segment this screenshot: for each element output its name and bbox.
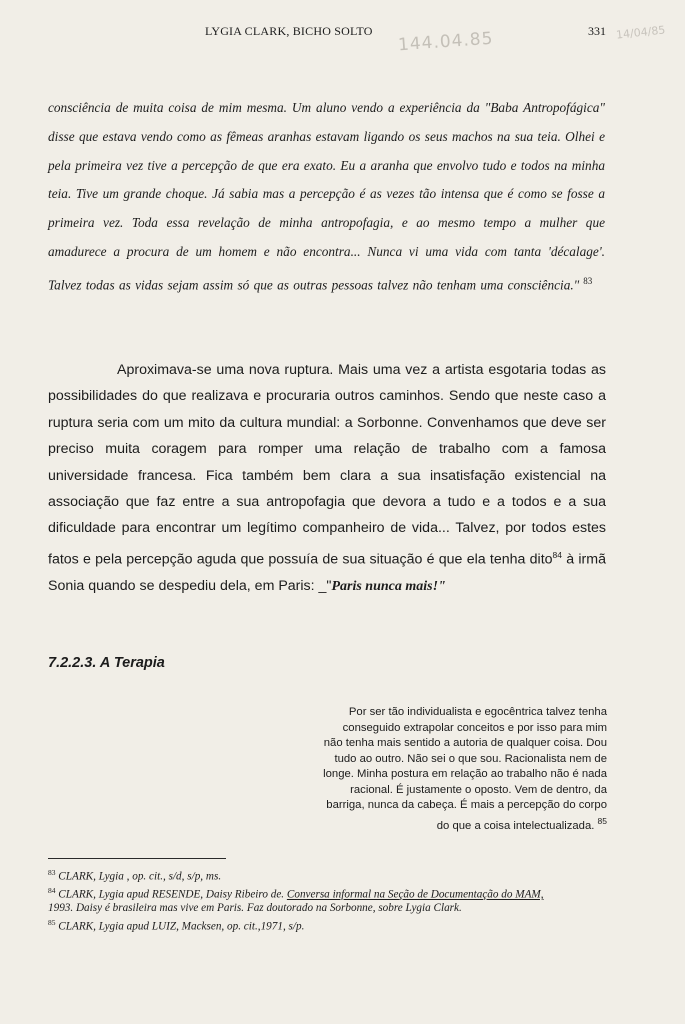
footnote-number: 85: [48, 917, 56, 927]
quotation-paragraph: [48, 94, 605, 300]
footnote-text: CLARK, Lygia apud RESENDE, Daisy Ribeiro de.: [58, 888, 287, 901]
italic-quotation: [48, 94, 605, 300]
footnote-text: CLARK, Lygia apud LUIZ, Macksen, op. cit.,1971, s/p.: [58, 920, 305, 933]
block-quote-line: Por ser tão individualista e egocêntrica talvez tenha: [348, 706, 607, 718]
pencil-corner-annotation: 14/04/85: [615, 23, 666, 42]
footnote-85: [48, 916, 618, 934]
quotation-footnote-ref: 83: [583, 275, 593, 286]
block-quote-line: longe. Minha postura em relação ao trabalho não é nada: [323, 768, 607, 780]
block-quote-line: barriga, nunca da cabeça. É mais a percepção do corpo: [326, 799, 607, 811]
running-title: LYGIA CLARK, BICHO SOLTO: [205, 24, 373, 38]
block-quote-line: [286, 814, 607, 834]
paragraph-text-after: à irmã Sonia quando se despediu dela, em Paris: _": [48, 551, 606, 594]
paragraph-footnote-ref: 84: [552, 549, 562, 560]
footnote-number: 84: [48, 886, 56, 896]
footnotes: [48, 866, 618, 934]
footnote-number: 83: [48, 868, 56, 877]
block-quote-footnote-ref: 85: [597, 815, 607, 826]
paragraph-text: Aproximava-se uma nova ruptura. Mais uma vez a artista esgotaria todas as possibilidades do que realizava e procuraria outros caminhos. Sendo que neste caso a ruptura seria com um mito da cultura mundial: a Sorbonne. Convenhamos que deve ser preciso muita coragem para romper uma relação de trabalho com a famosa universidade francesa. Fica também bem clara a sua insatisfação existencial na associação que faz entre a sua antropofagia que devora a tudo e a todos e a sua dificuldade para encontrar um legítimo companheiro de vida... Talvez, por todos estes fatos e pela percepção aguda que possuía de sua situação é que ela tenha dito: [48, 362, 606, 568]
pencil-annotation: 144.04.85: [397, 28, 495, 56]
page-number: 331: [588, 24, 606, 38]
block-quote-line: racional. É justamente o oposto. Vem de dentro, da: [350, 783, 607, 796]
block-quote-line: tudo ao outro. Não sei o que sou. Racionalista nem de: [334, 752, 607, 765]
footnote-84: [48, 884, 618, 916]
page-header: [0, 23, 685, 56]
quotation-text: consciência de muita coisa de mim mesma. Um aluno vendo a experiência da "Baba Antropofágica" disse que estava vendo como as fêmeas aranhas estavam ligando os seus machos na sua teia. Olhei e pela primeira vez tive a percepção de que era exato. Eu a aranha que envolvo tudo e todos na minha teia. Tive um grande choque. Já sabia mas a percepção é as vezes tão intensa que é como se fosse a primeira vez. Toda essa revelação de minha antropofagia, e ao mesmo tempo a mulher que amadurece a procura de um homem e não encontra... Nunca vi uma vida com tanta 'décalage'. Talvez todas as vidas sejam assim só que as outras pessoas talvez não tenham uma consciência.": [48, 100, 605, 293]
footnote-text-continued: 1993. Daisy é brasileira mas vive em Paris. Faz doutorado na Sorbonne, sobre Lygia Clark.: [48, 902, 462, 915]
footnote-source-title: Conversa informal na Seção de Documentação do MAM,: [286, 888, 544, 901]
footnote-text: CLARK, Lygia , op. cit., s/d, s/p, ms.: [58, 870, 222, 883]
block-quote: [286, 705, 607, 834]
block-quote-line: não tenha mais sentido a autoria de qualquer coisa. Dou: [323, 737, 607, 749]
section-heading: 7.2.2.3. A Terapia: [48, 655, 165, 671]
footnote-divider: [48, 858, 226, 859]
footnote-83: [48, 866, 618, 884]
closing-quote: Paris nunca mais!": [331, 578, 446, 594]
block-quote-last-line: do que a coisa intelectualizada.: [436, 819, 595, 832]
paragraph: [48, 357, 606, 600]
body-paragraph: [48, 357, 606, 600]
block-quote-line: conseguido extrapolar conceitos e por isso para mim: [342, 721, 607, 734]
